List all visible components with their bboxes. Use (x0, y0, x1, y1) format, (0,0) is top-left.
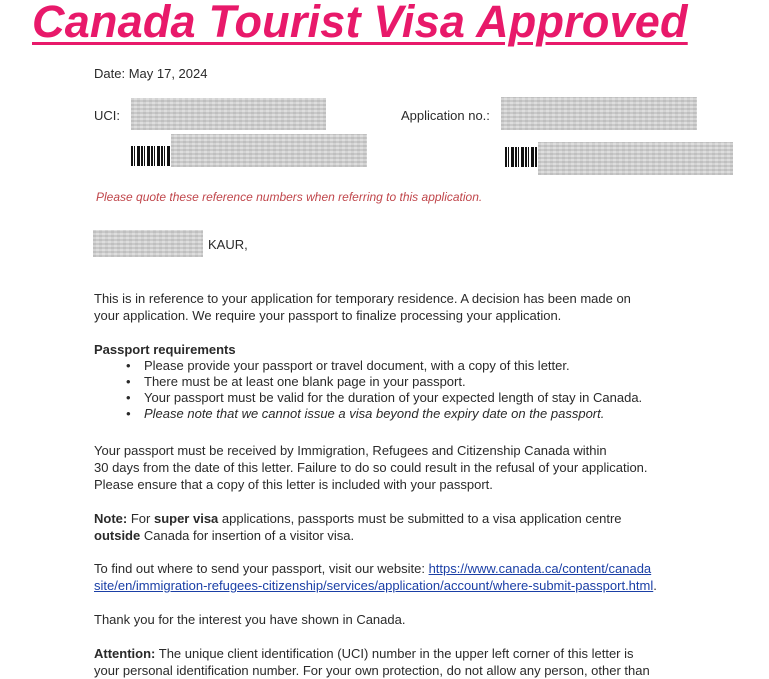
note-label: Note: (94, 511, 128, 526)
website-link[interactable]: https://www.canada.ca/content/canada (428, 561, 652, 576)
date-value: May 17, 2024 (128, 66, 208, 81)
uci-barcode (131, 146, 171, 166)
website-link-continued[interactable]: site/en/immigration-refugees-citizenship/services/application/account/where-submit-passport.html (94, 578, 654, 593)
list-item: • Please note that we cannot issue a visa beyond the expiry date on the passport. (144, 406, 714, 422)
application-redacted (501, 97, 697, 130)
website-end: . (653, 578, 657, 593)
banner-title: Canada Tourist Visa Approved (32, 0, 688, 47)
attention-text: your personal identification number. For your own protection, do not allow any person, other than (94, 663, 650, 678)
uci-label: UCI: (94, 108, 120, 123)
uci-barcode-redacted (171, 134, 367, 167)
thanks-line: Thank you for the interest you have shown in Canada. (94, 612, 406, 627)
requirements-title: Passport requirements (94, 342, 236, 357)
passport-requirements (94, 341, 714, 422)
website-text: To find out where to send your passport, visit our website: (94, 561, 425, 576)
receipt-line: Please ensure that a copy of this letter is included with your passport. (94, 477, 493, 492)
note-super-visa: super visa (153, 511, 219, 526)
attention-text: The unique client identification (UCI) number in the upper left corner of this letter is (158, 646, 634, 661)
list-item: • Your passport must be valid for the duration of your expected length of stay in Canada. (144, 390, 714, 406)
note-outside: outside (94, 528, 141, 543)
intro-line: your application. We require your passport to finalize processing your application. (94, 308, 562, 323)
application-barcode-redacted (538, 142, 733, 175)
intro-line: This is in reference to your application for temporary residence. A decision has been made on (94, 291, 631, 306)
note-text: applications, passports must be submitted to a visa application centre (221, 511, 622, 526)
attention-label: Attention: (94, 646, 156, 661)
website-paragraph (94, 560, 714, 594)
receipt-line: Your passport must be received by Immigration, Refugees and Citizenship Canada within (94, 443, 607, 458)
note-paragraph (94, 510, 714, 544)
application-barcode (505, 147, 539, 167)
date-label: Date: (94, 66, 126, 81)
uci-redacted (131, 98, 326, 130)
receipt-line: 30 days from the date of this letter. Failure to do so could result in the refusal of your application. (94, 460, 648, 475)
given-name-redacted (93, 230, 203, 257)
note-text: For (130, 511, 151, 526)
salutation-surname: KAUR, (208, 237, 248, 252)
attention-paragraph (94, 645, 714, 679)
date-line (94, 66, 207, 81)
application-label: Application no.: (401, 108, 490, 123)
list-item: • Please provide your passport or travel document, with a copy of this letter. (144, 358, 714, 374)
list-item: • There must be at least one blank page in your passport. (144, 374, 714, 390)
requirements-list (94, 358, 714, 422)
intro-paragraph (94, 290, 714, 324)
quote-notice: Please quote these reference numbers when referring to this application. (96, 190, 483, 204)
note-text: Canada for insertion of a visitor visa. (143, 528, 355, 543)
receipt-paragraph (94, 442, 714, 493)
